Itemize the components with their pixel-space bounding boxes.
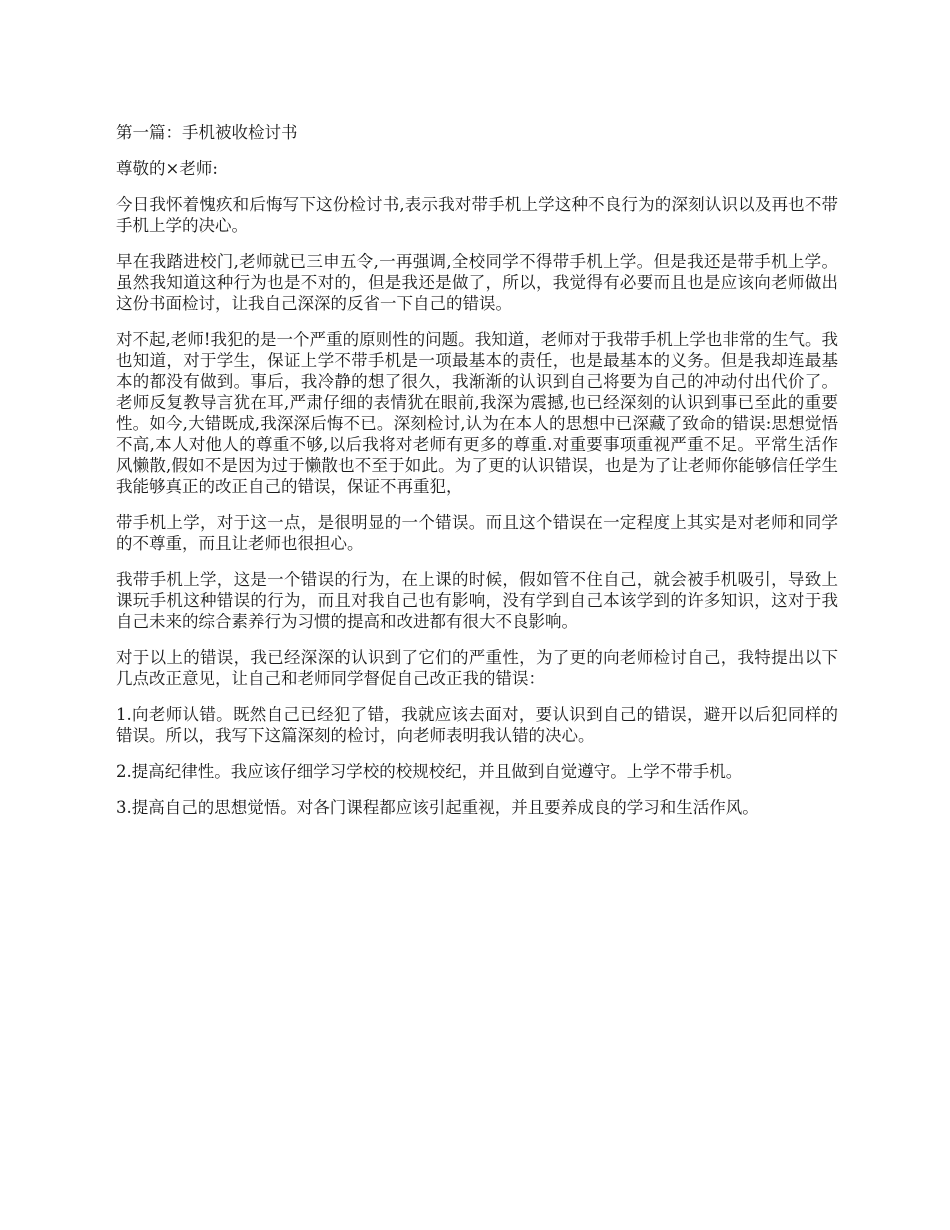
paragraph-improvements-intro: 对于以上的错误，我已经深深的认识到了它们的严重性，为了更的向老师检讨自己，我特提出以下几点改正意见，让自己和老师同学督促自己改正我的错误： (116, 648, 838, 688)
salutation: 尊敬的×老师: (116, 159, 218, 178)
paragraph-apology: 对不起,老师!我犯的是一个严重的原则性的问题。我知道，老师对于我带手机上学也非常的生气。我也知道，对于学生，保证上学不带手机是一项最基本的责任，也是最基本的义务。但是我却连最基本的都没有做到。事后，我冷静的想了很久，我渐渐的认识到自己将要为自己的冲动付出代价了。老师反复教导言犹在耳,严肃仔细的表情犹在眼前,我深为震撼,也已经深刻的认识到事已至此的重要性。如今,大错既成,我深深后悔不已。深刻检讨,认为在本人的思想中已深藏了致命的错误:思想觉悟不高,本人对他人的尊重不够,以后我将对老师有更多的尊重.对重要事项重视严重不足。平常生活作风懒散,假如不是因为过于懒散也不至于如此。为了更的认识错误，也是为了让老师你能够信任学生我能够真正的改正自己的错误，保证不再重犯， (116, 330, 838, 496)
document-body (116, 122, 838, 833)
document-title: 第一篇：手机被收检讨书 (116, 123, 298, 142)
paragraph-background: 早在我踏进校门,老师就已三申五令,一再强调,全校同学不得带手机上学。但是我还是带手机上学。虽然我知道这种行为也是不对的，但是我还是做了，所以，我觉得有必要而且也是应该向老师做出这份书面检讨，让我自己深深的反省一下自己的错误。 (116, 252, 838, 313)
list-item-3: 3.提高自己的思想觉悟。对各门课程都应该引起重视，并且要养成良的学习和生活作风。 (116, 798, 759, 817)
paragraph-intro: 今日我怀着愧疚和后悔写下这份检讨书,表示我对带手机上学这种不良行为的深刻认识以及再也不带手机上学的决心。 (116, 195, 838, 235)
paragraph-mistake: 带手机上学，对于这一点，是很明显的一个错误。而且这个错误在一定程度上其实是对老师和同学的不尊重，而且让老师也很担心。 (116, 513, 838, 553)
list-item-2: 2.提高纪律性。我应该仔细学习学校的校规校纪，并且做到自觉遵守。上学不带手机。 (116, 762, 743, 781)
paragraph-consequence: 我带手机上学，这是一个错误的行为，在上课的时候，假如管不住自己，就会被手机吸引，导致上课玩手机这种错误的行为，而且对我自己也有影响，没有学到自己本该学到的许多知识，这对于我自己未来的综合素养行为习惯的提高和改进都有很大不良影响。 (116, 570, 838, 631)
list-item-1: 1.向老师认错。既然自己已经犯了错，我就应该去面对，要认识到自己的错误，避开以后犯同样的错误。所以，我写下这篇深刻的检讨，向老师表明我认错的决心。 (116, 705, 838, 745)
